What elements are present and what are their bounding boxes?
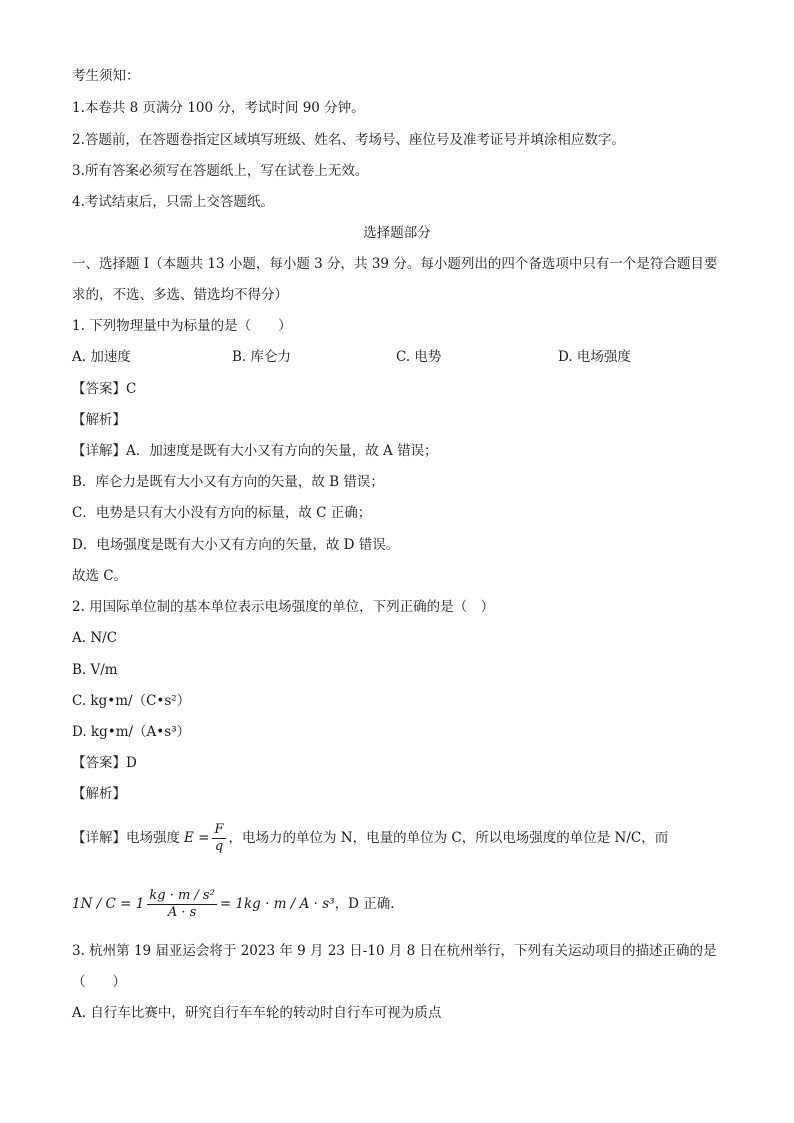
q2-eq-fraction (147, 888, 216, 921)
q2-stem: 2. 用国际单位制的基本单位表示电场强度的单位，下列正确的是（ ） (72, 599, 495, 615)
q2-analysis: 【解析】 (72, 786, 126, 802)
q2-formula-fraction (212, 822, 225, 855)
q3-option-a: A. 自行车比赛中，研究自行车车轮的转动时自行车可视为质点 (72, 1005, 442, 1021)
q2-frac-num: F (214, 821, 224, 837)
q2-frac-den: q (214, 838, 224, 854)
notice-item-3: 3.所有答案必须写在答题纸上，写在试卷上无效。 (72, 163, 369, 179)
q2-equation (72, 885, 395, 923)
part1-intro-line2: 求的，不选、多选、错选均不得分） (72, 287, 288, 303)
q2-option-c: C. kg•m/（C•s²） (72, 693, 191, 709)
q1-analysis: 【解析】 (72, 412, 126, 428)
q2-option-d: D. kg•m/（A•s³） (72, 724, 191, 740)
q2-detail-prefix: 【详解】电场强度 (72, 830, 180, 846)
q2-answer: 【答案】D (72, 755, 137, 771)
notice-item-2: 2.答题前，在答题卷指定区域填写班级、姓名、考场号、座位号及准考证号并填涂相应数字。 (72, 132, 625, 148)
q2-option-a: A. N/C (72, 630, 118, 646)
q1-detail-1: 【详解】A．加速度是既有大小又有方向的矢量，故 A 错误； (72, 443, 438, 459)
q2-option-b: B. V/m (72, 662, 118, 678)
q1-detail-3: C．电势是只有大小没有方向的标量，故 C 正确； (72, 505, 372, 521)
q1-detail-4: D．电场强度是既有大小又有方向的矢量，故 D 错误。 (72, 537, 400, 553)
q1-options (72, 347, 631, 367)
q1-option-d: D. 电场强度 (558, 349, 631, 365)
q1-stem: 1. 下列物理量中为标量的是（ ） (72, 318, 292, 334)
q1-option-c: C. 电势 (396, 349, 442, 365)
q2-formula-lhs: E = (184, 830, 210, 846)
notice-item-1: 1.本卷共 8 页满分 100 分，考试时间 90 分钟。 (72, 100, 365, 116)
q3-stem-line2: （ ） (72, 974, 126, 990)
q1-conclusion: 故选 C。 (72, 568, 128, 584)
q2-eq-den: A · s (167, 904, 197, 920)
notice-item-4: 4.考试结束后，只需上交答题纸。 (72, 194, 274, 210)
q2-eq-lhs: 1N / C = 1 (72, 896, 145, 912)
notice-title: 考生须知： (72, 68, 140, 84)
q2-eq-suffix: ，D 正确. (334, 896, 395, 912)
q2-detail (72, 820, 668, 856)
q1-option-b: B. 库仑力 (232, 349, 292, 365)
q2-eq-num: kg · m / s² (149, 887, 215, 903)
q3-stem-line1: 3. 杭州第 19 届亚运会将于 2023 年 9 月 23 日-10 月 8 日在杭州举行，下列有关运动项目的描述正确的是 (72, 943, 717, 959)
q2-detail-suffix: ，电场力的单位为 N，电量的单位为 C，所以电场强度的单位是 N/C，而 (228, 830, 669, 846)
section-title: 选择题部分 (363, 225, 431, 241)
part1-intro-line1: 一、选择题 Ⅰ（本题共 13 小题，每小题 3 分，共 39 分。每小题列出的四个备选项中只有一个是符合题目要 (72, 256, 718, 272)
q1-detail-2: B．库仑力是既有大小又有方向的矢量，故 B 错误； (72, 474, 384, 490)
q1-answer: 【答案】C (72, 381, 137, 397)
q1-option-a: A. 加速度 (72, 349, 131, 365)
q2-eq-rhs: = 1kg · m / A · s³ (219, 896, 335, 912)
